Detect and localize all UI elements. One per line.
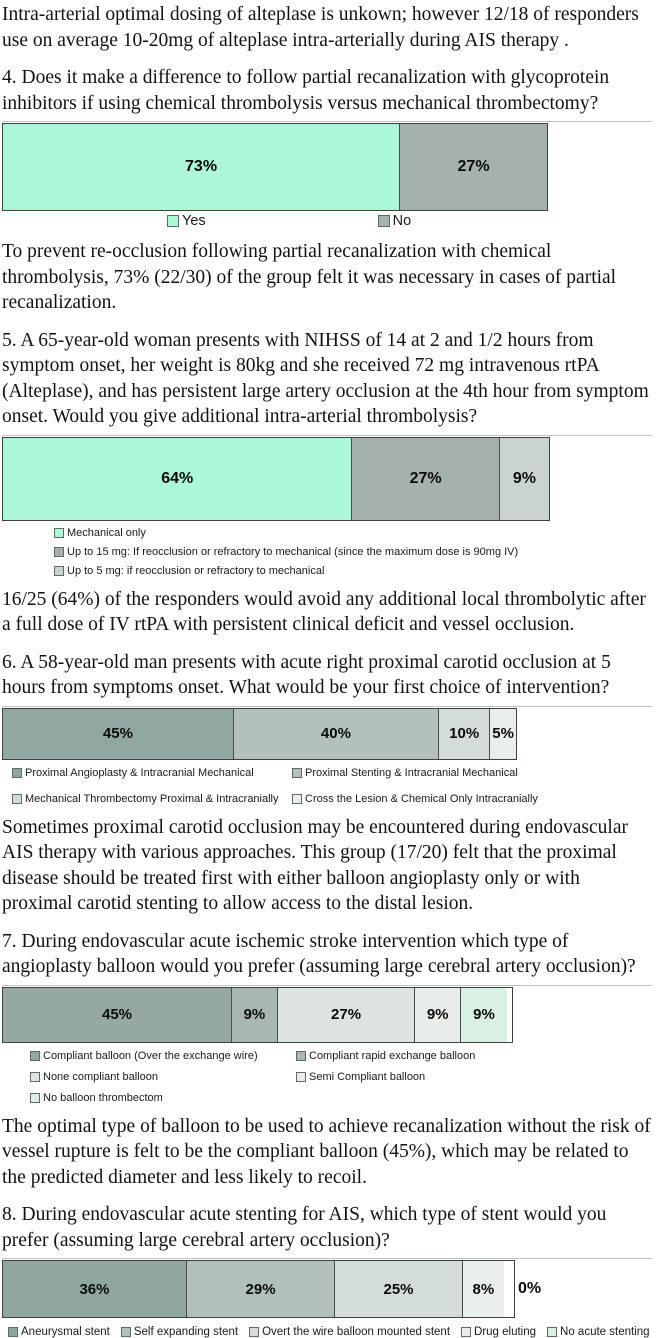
- bar-segment: [439, 709, 490, 759]
- answer-6-paragraph: Sometimes proximal carotid occlusion may be encountered during endovascular AIS therapy with various approaches. This group (17/20) felt that the proximal disease should be treated first with either balloon angioplasty only or with proximal carotid stenting to allow access to the distal lesion.: [2, 816, 628, 914]
- legend-label: No: [392, 213, 412, 229]
- legend-swatch-icon: [54, 547, 64, 557]
- stacked-bar: [2, 987, 513, 1043]
- segment-value-label: 9%: [473, 1006, 495, 1023]
- legend-item: [249, 1326, 450, 1338]
- legend-label: Proximal Angioplasty & Intracranial Mechanical: [25, 766, 254, 779]
- bar-segment: [234, 709, 439, 759]
- legend-swatch-icon: [547, 1327, 557, 1337]
- segment-value-label: 25%: [383, 1280, 414, 1298]
- bar-segment: [352, 438, 499, 520]
- bar-segment: [461, 988, 507, 1042]
- legend-swatch-icon: [121, 1327, 131, 1337]
- legend-label: Proximal Stenting & Intracranial Mechanical: [305, 766, 518, 779]
- legend-swatch-icon: [292, 794, 302, 804]
- bar-row: [2, 987, 652, 1043]
- legend-label: Yes: [182, 213, 206, 229]
- legend-swatch-icon: [296, 1051, 306, 1061]
- legend-swatch-icon: [30, 1051, 40, 1061]
- legend-label: Up to 15 mg: If reocclusion or refractory to mechanical (since the maximum dose is 90mg IV): [67, 545, 519, 558]
- legend-swatch-icon: [461, 1327, 471, 1337]
- legend-swatch-icon: [12, 768, 22, 778]
- answer-7-paragraph: The optimal type of balloon to be used to achieve recanalization without the risk of vessel rupture is felt to be the compliant balloon (45%), which may be related to the predicted diameter and less likely to recoil.: [2, 1115, 651, 1188]
- legend-label: No acute stenting: [560, 1326, 650, 1338]
- legend-item: [12, 793, 292, 805]
- question-5-chart: [2, 435, 657, 577]
- question-8-text: 8. During endovascular acute stenting for AIS, which type of stent would you prefer (assuming large cerebral artery occlusion)?: [2, 1204, 607, 1251]
- segment-value-label: 9%: [243, 1006, 266, 1023]
- answer-4-paragraph: To prevent re-occlusion following partial recanalization with chemical thrombolysis, 73% (22/30) of the group felt it was necessary in cases of partial recanalization.: [2, 241, 617, 313]
- question-4-text: 4. Does it make a difference to follow partial recanalization with glycoprotein inhibitors if using chemical thrombolysis versus mechanical thrombectomy?: [2, 67, 610, 114]
- chart-legend: [30, 1050, 657, 1104]
- legend-item: [12, 767, 292, 779]
- bar-segment: [187, 1261, 335, 1317]
- legend-item: [547, 1326, 650, 1338]
- stacked-bar: [2, 708, 517, 760]
- legend-item: [292, 793, 657, 805]
- segment-value-label: 9%: [426, 1006, 449, 1023]
- segment-value-label: 36%: [79, 1280, 110, 1298]
- chart-legend: [54, 527, 657, 577]
- legend-item: [8, 1326, 110, 1338]
- legend-item: [54, 565, 657, 577]
- legend-item: [30, 1071, 296, 1083]
- legend-swatch-icon: [378, 215, 390, 227]
- answer-5-paragraph: 16/25 (64%) of the responders would avoid any additional local thrombolytic after a full dose of IV rtPA with persistent clinical deficit and vessel occlusion.: [2, 588, 646, 635]
- segment-value-label: 5%: [492, 725, 514, 742]
- legend-item: [378, 213, 412, 229]
- legend-label: None compliant balloon: [43, 1070, 158, 1083]
- plot-area: [2, 985, 652, 1043]
- segment-value-label: 27%: [409, 469, 442, 487]
- chart-legend: [8, 1326, 657, 1338]
- bar-segment: [400, 124, 547, 210]
- question-5-text: 5. A 65-year-old woman presents with NIHSS of 14 at 2 and 1/2 hours from symptom onset, her weight is 80kg and she received 72 mg intravenous rtPA (Alteplase), and has persistent large artery occlusion at the 4th hour from symptom onset. Would you give additional intra-arterial thrombolysis?: [2, 329, 649, 427]
- plot-area: [2, 1258, 652, 1318]
- segment-value-label: 64%: [161, 469, 194, 487]
- legend-label: No balloon thrombectom: [43, 1091, 163, 1104]
- legend-swatch-icon: [54, 528, 64, 538]
- legend-label: Mechanical Thrombectomy Proximal & Intracranially: [25, 792, 279, 805]
- legend-item: [292, 767, 657, 779]
- bar-segment: [232, 988, 278, 1042]
- bar-segment: [490, 709, 516, 759]
- segment-value-label: 73%: [185, 158, 218, 175]
- legend-swatch-icon: [30, 1093, 40, 1103]
- legend-label: Mechanical only: [67, 526, 146, 539]
- chart-legend: [12, 767, 657, 805]
- stacked-bar: [2, 1260, 515, 1318]
- segment-value-label: 40%: [320, 725, 351, 742]
- legend-item: [30, 1050, 296, 1062]
- legend-swatch-icon: [30, 1072, 40, 1082]
- segment-value-label: 0%: [518, 1280, 542, 1297]
- legend-label: Aneurysmal stent: [21, 1326, 110, 1338]
- legend-item: [30, 1092, 296, 1104]
- segment-value-label: 8%: [472, 1280, 495, 1298]
- bar-segment: [3, 1261, 187, 1317]
- legend-label: Compliant rapid exchange balloon: [309, 1049, 476, 1062]
- legend-swatch-icon: [167, 215, 179, 227]
- segment-value-label: 45%: [102, 1006, 133, 1023]
- legend-item: [167, 213, 206, 229]
- chart-legend: [167, 213, 657, 229]
- question-4-chart: [2, 121, 657, 229]
- bar-segment: [3, 709, 234, 759]
- legend-swatch-icon: [8, 1327, 18, 1337]
- bar-segment: [3, 438, 352, 520]
- segment-value-label: 45%: [102, 725, 133, 742]
- segment-value-label: 27%: [331, 1006, 362, 1023]
- legend-label: Cross the Lesion & Chemical Only Intracranially: [305, 792, 538, 805]
- legend-swatch-icon: [296, 1072, 306, 1082]
- segment-value-label: 27%: [457, 158, 490, 175]
- segment-value-label: 29%: [245, 1280, 276, 1298]
- question-7-text: 7. During endovascular acute ischemic stroke intervention which type of angioplasty balloon would you prefer (assuming large cerebral artery occlusion)?: [2, 930, 636, 977]
- legend-swatch-icon: [249, 1327, 259, 1337]
- question-6-chart: [2, 706, 657, 805]
- legend-label: Up to 5 mg: if reocclusion or refractory to mechanical: [67, 564, 325, 577]
- bar-segment: [278, 988, 415, 1042]
- bar-row: [2, 1260, 652, 1318]
- stacked-bar: [2, 123, 548, 211]
- legend-item: [296, 1050, 657, 1062]
- legend-label: Overt the wire balloon mounted stent: [262, 1326, 451, 1338]
- legend-label: Semi Compliant balloon: [309, 1070, 426, 1083]
- segment-value-label: 10%: [449, 725, 480, 742]
- bar-segment: [463, 1261, 504, 1317]
- bar-segment: [415, 988, 461, 1042]
- plot-area: [2, 706, 652, 760]
- bar-segment: [3, 124, 400, 210]
- question-8-chart: [2, 1258, 657, 1338]
- legend-swatch-icon: [54, 566, 64, 576]
- legend-swatch-icon: [292, 768, 302, 778]
- bar-row: [2, 437, 652, 521]
- bar-row: [2, 123, 652, 211]
- legend-label: Compliant balloon (Over the exchange wire): [43, 1049, 258, 1062]
- legend-item: [54, 527, 657, 539]
- bar-segment: [335, 1261, 463, 1317]
- bar-segment: [3, 988, 232, 1042]
- legend-item: [296, 1071, 657, 1083]
- legend-label: Self expanding stent: [133, 1326, 239, 1338]
- bar-segment: [500, 438, 549, 520]
- question-7-chart: [2, 985, 657, 1104]
- intro-paragraph: Intra-arterial optimal dosing of alteplase is unkown; however 12/18 of responders use on average 10-20mg of alteplase intra-arterially during AIS therapy .: [2, 4, 639, 51]
- legend-label: Drug eluting: [474, 1326, 537, 1338]
- bar-row: [2, 708, 652, 760]
- legend-item: [461, 1326, 536, 1338]
- plot-area: [2, 121, 652, 211]
- legend-item: [121, 1326, 238, 1338]
- legend-swatch-icon: [12, 794, 22, 804]
- stacked-bar: [2, 437, 550, 521]
- plot-area: [2, 435, 652, 521]
- legend-item: [54, 546, 657, 558]
- question-6-text: 6. A 58-year-old man presents with acute right proximal carotid occlusion at 5 hours from symptoms onset. What would be your first choice of intervention?: [2, 651, 611, 698]
- segment-value-label: 9%: [512, 469, 536, 487]
